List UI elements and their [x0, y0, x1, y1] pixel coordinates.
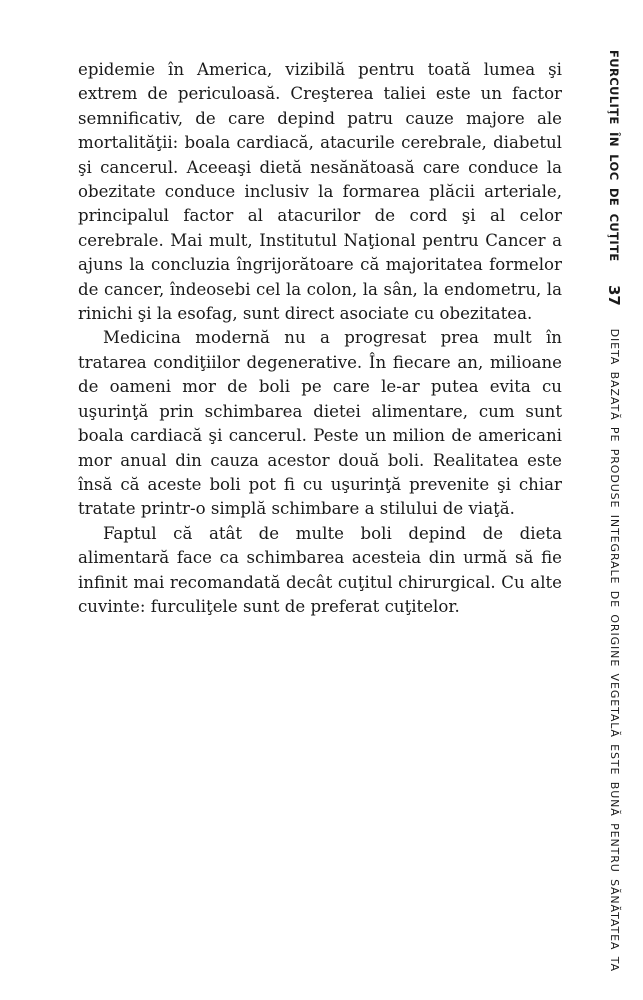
paragraph-2: Medicina modernă nu a progresat prea mult în tratarea condiţiilor degenerative. În fiecare an, milioane de oameni mor de boli pe care le-ar putea evita cu uşurinţă prin schimbarea dietei alimentare, cum sunt boala cardiacă şi cancerul. Peste un milion de americani mor anual din cauza acestor două boli. Realitatea este însă că aceste boli pot fi cu uşurinţă prevenite şi chiar tratate printr-o simplă schimbare a stilului de viaţă.: [78, 328, 562, 519]
chapter-title: DIETA BAZATĂ PE PRODUSE INTEGRALE DE ORIGINE VEGETALĂ ESTE BUNĂ PENTRU SĂNĂTATEA TA: [608, 328, 621, 972]
running-header: [600, 50, 624, 972]
paragraph-3: Faptul că atât de multe boli depind de dieta alimentară face ca schimbarea acesteia din urmă să fie infinit mai recomandată decât cuţitul chirurgical. Cu alte cuvinte: furculiţele sunt de preferat cuţitelor.: [78, 523, 562, 616]
page-number: 37: [605, 284, 623, 306]
paragraph-1: epidemie în America, vizibilă pentru toată lumea şi extrem de periculoasă. Creşterea taliei este un factor semnificativ, de care depind patru cauze majore ale mortalităţii: boala cardiacă, atacurile cerebrale, diabetul şi cancerul. Aceeaşi dietă nesănătoasă care conduce la obezitate conduce inclusiv la formarea plăcii arteriale, principalul factor al atacurilor de cord şi al celor cerebrale. Mai mult, Institutul Naţional pentru Cancer a ajuns la concluzia îngrijorătoare că majoritatea formelor de cancer, îndeosebi cel la colon, la sân, la endometru, la rinichi şi la esofag, sunt direct asociate cu obezitatea.: [78, 60, 562, 324]
book-title: FURCULIŢE ÎN LOC DE CUŢITE: [607, 50, 621, 262]
body-text: [78, 58, 562, 619]
